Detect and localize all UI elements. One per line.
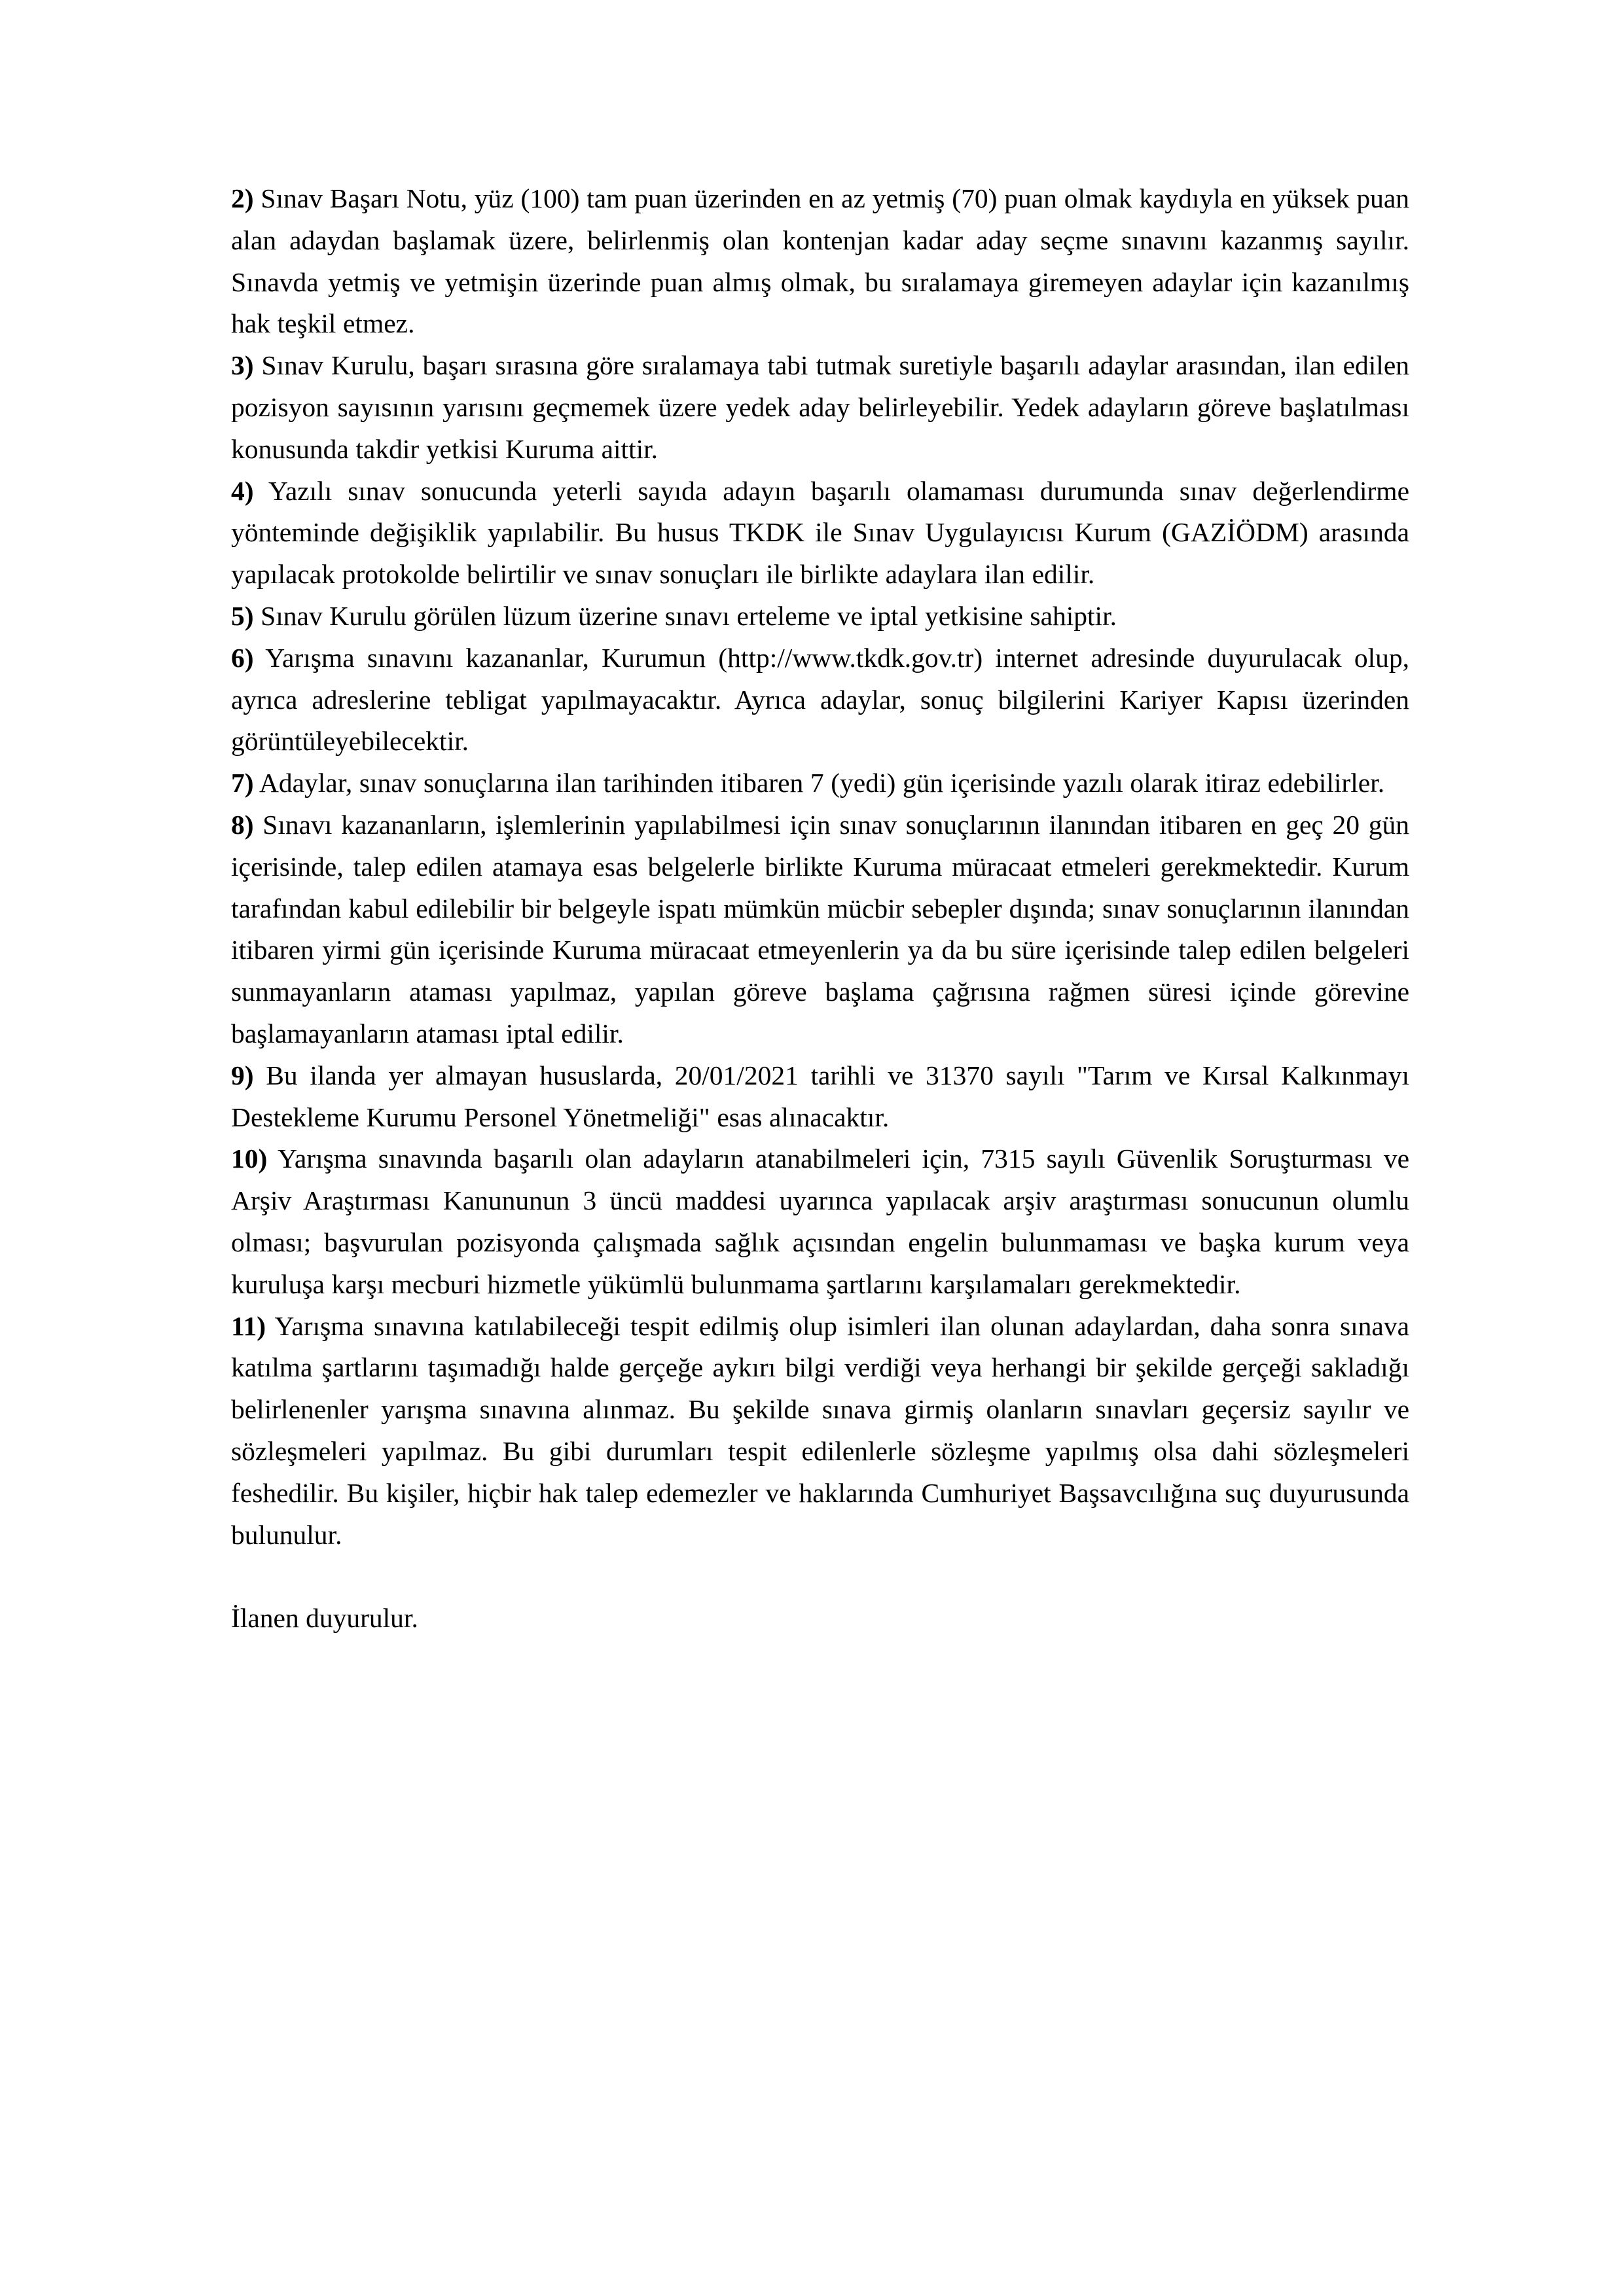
paragraph-text: Sınavı kazananların, işlemlerinin yapılabilmesi için sınav sonuçlarının ilanından itibaren en geç 20 gün içerisinde, talep edilen atamaya esas belgelerle birlikte Kuruma müracaat etmeleri gerekmektedir. Kurum tarafından kabul edilebilir bir belgeyle ispatı mümkün mücbir sebepler dışında; sınav sonuçlarının ilanından itibaren yirmi gün içerisinde Kuruma müracaat etmeyenlerin ya da bu süre içerisinde talep edilen belgeleri sunmayanların ataması yapılmaz, yapılan göreve başlama çağrısına rağmen süresi içinde görevine başlamayanların ataması iptal edilir. — [231, 809, 1409, 1049]
paragraph-text: Yarışma sınavına katılabileceği tespit edilmiş olup isimleri ilan olunan adaylardan, daha sonra sınava katılma şartlarını taşımadığı halde gerçeğe aykırı bilgi verdiği veya herhangi bir şekilde gerçeği sakladığı belirlenenler yarışma sınavına alınmaz. Bu şekilde sınava girmiş olanların sınavları geçersiz sayılır ve sözleşmeleri yapılmaz. Bu gibi durumları tespit edilenlerle sözleşme yapılmış olsa dahi sözleşmeleri feshedilir. Bu kişiler, hiçbir hak talep edemezler ve haklarında Cumhuriyet Başsavcılığına suç duyurusunda bulunulur. — [231, 1310, 1409, 1550]
paragraph-7 — [231, 762, 1409, 804]
paragraph-number: 4) — [231, 475, 254, 506]
paragraph-number: 7) — [231, 768, 254, 798]
paragraph-number: 8) — [231, 809, 254, 840]
paragraph-2 — [231, 178, 1409, 345]
paragraph-text: Adaylar, sınav sonuçlarına ilan tarihinden itibaren 7 (yedi) gün içerisinde yazılı olarak itiraz edebilirler. — [253, 768, 1385, 798]
paragraph-6 — [231, 637, 1409, 762]
paragraph-number: 2) — [231, 183, 254, 213]
paragraph-number: 6) — [231, 642, 254, 673]
paragraph-number: 3) — [231, 350, 254, 381]
closing-statement: İlanen duyurulur. — [231, 1603, 418, 1634]
paragraph-8 — [231, 804, 1409, 1055]
paragraph-number: 11) — [231, 1310, 266, 1341]
paragraph-text: Sınav Başarı Notu, yüz (100) tam puan üzerinden en az yetmiş (70) puan olmak kaydıyla en yüksek puan alan adaydan başlamak üzere, belirlenmiş olan kontenjan kadar aday seçme sınavını kazanmış sayılır. Sınavda yetmiş ve yetmişin üzerinde puan almış olmak, bu sıralamaya giremeyen adaylar için kazanılmış hak teşkil etmez. — [231, 183, 1409, 339]
paragraph-text: Yarışma sınavında başarılı olan adayların atanabilmeleri için, 7315 sayılı Güvenlik Soruşturması ve Arşiv Araştırması Kanununun 3 üncü maddesi uyarınca yapılacak arşiv araştırması sonucunun olumlu olması; başvurulan pozisyonda çalışmada sağlık açısından engelin bulunmaması ve başka kurum veya kuruluşa karşı mecburi hizmetle yükümlü bulunmama şartlarını karşılamaları gerekmektedir. — [231, 1143, 1409, 1299]
paragraph-text: Sınav Kurulu, başarı sırasına göre sıralamaya tabi tutmak suretiyle başarılı adaylar arasından, ilan edilen pozisyon sayısının yarısını geçmemek üzere yedek aday belirleyebilir. Yedek adayların göreve başlatılması konusunda takdir yetkisi Kuruma aittir. — [231, 350, 1409, 464]
paragraph-11 — [231, 1306, 1409, 1556]
paragraph-9 — [231, 1055, 1409, 1139]
paragraph-text: Sınav Kurulu görülen lüzum üzerine sınavı erteleme ve iptal yetkisine sahiptir. — [253, 600, 1117, 631]
paragraph-text: Yarışma sınavını kazananlar, Kurumun (http://www.tkdk.gov.tr) internet adresinde duyurulacak olup, ayrıca adreslerine tebligat yapılmayacaktır. Ayrıca adaylar, sonuç bilgilerini Kariyer Kapısı üzerinden görüntüleyebilecektir. — [231, 642, 1409, 757]
paragraph-10 — [231, 1138, 1409, 1305]
paragraph-number: 9) — [231, 1060, 254, 1090]
paragraph-number: 10) — [231, 1143, 268, 1174]
paragraph-text: Bu ilanda yer almayan hususlarda, 20/01/2021 tarihli ve 31370 sayılı "Tarım ve Kırsal Kalkınmayı Destekleme Kurumu Personel Yönetmeliği" esas alınacaktır. — [231, 1060, 1409, 1132]
document-body — [231, 178, 1409, 1640]
paragraph-3 — [231, 345, 1409, 470]
paragraph-5 — [231, 596, 1409, 637]
paragraph-number: 5) — [231, 600, 254, 631]
paragraph-4 — [231, 471, 1409, 596]
paragraph-spacer — [231, 1556, 1409, 1598]
paragraph-text: Yazılı sınav sonucunda yeterli sayıda adayın başarılı olamaması durumunda sınav değerlendirme yönteminde değişiklik yapılabilir. Bu husus TKDK ile Sınav Uygulayıcısı Kurum (GAZİÖDM) arasında yapılacak protokolde belirtilir ve sınav sonuçları ile birlikte adaylara ilan edilir. — [231, 475, 1409, 590]
